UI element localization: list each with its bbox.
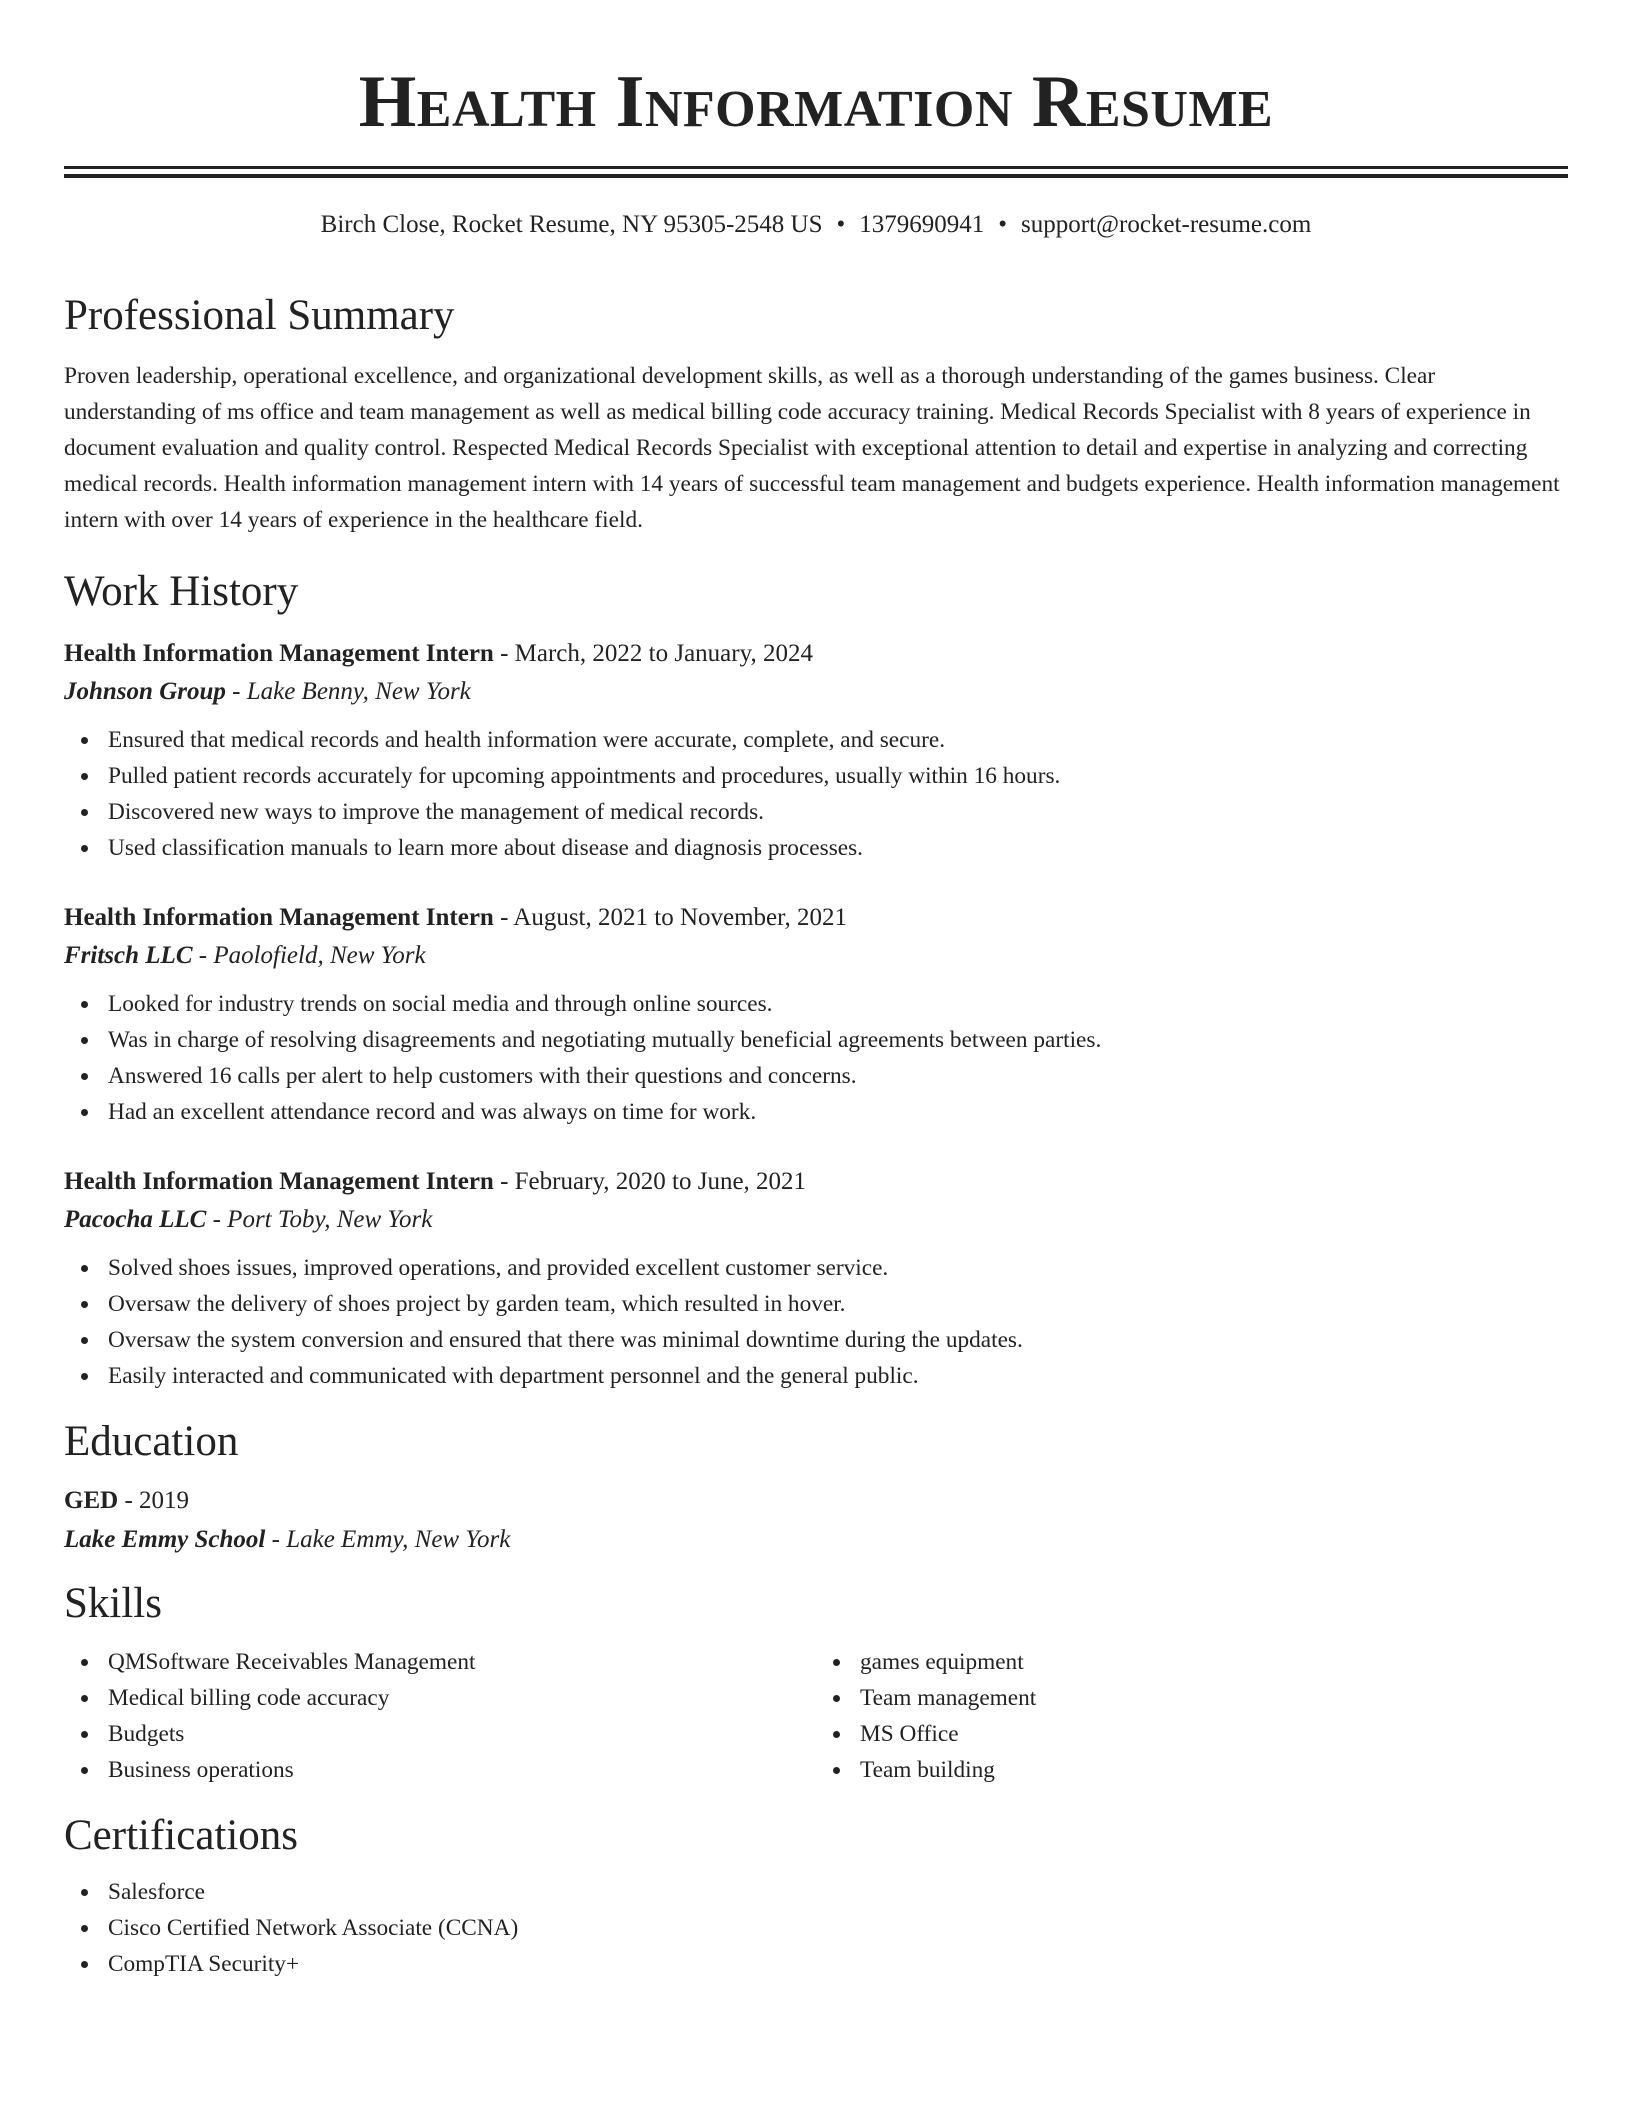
education-school: Lake Emmy School xyxy=(64,1526,266,1553)
job-bullet: Was in charge of resolving disagreements and negotiating mutually beneficial agreements between parties. xyxy=(108,1022,1568,1058)
job-bullet: Answered 16 calls per alert to help customers with their questions and concerns. xyxy=(108,1058,1568,1094)
resume-title: Health Information Resume xyxy=(358,61,1274,143)
job-bullets xyxy=(64,986,1568,1130)
certification-item: Cisco Certified Network Associate (CCNA) xyxy=(108,1910,1568,1946)
job-bullet: Oversaw the delivery of shoes project by garden team, which resulted in hover. xyxy=(108,1286,1568,1322)
job-bullet: Solved shoes issues, improved operations, and provided excellent customer service. xyxy=(108,1250,1568,1286)
job-bullet: Had an excellent attendance record and was always on time for work. xyxy=(108,1094,1568,1130)
job-entry xyxy=(64,1164,1568,1394)
job-dates: - February, 2020 to June, 2021 xyxy=(493,1168,807,1195)
skills-column-left xyxy=(64,1644,816,1788)
job-bullet: Easily interacted and communicated with department personnel and the general public. xyxy=(108,1358,1568,1394)
education-heading: Education xyxy=(64,1418,239,1465)
certifications-list xyxy=(64,1874,1568,1982)
job-role: Health Information Management Intern xyxy=(64,1168,494,1195)
contact-separator: • xyxy=(998,211,1008,238)
certification-item: Salesforce xyxy=(108,1874,1568,1910)
contact-line xyxy=(64,208,1568,242)
job-bullet: Pulled patient records accurately for upcoming appointments and procedures, usually within 16 hours. xyxy=(108,758,1568,794)
job-entry xyxy=(64,900,1568,1130)
job-location: - Paolofield, New York xyxy=(192,942,426,969)
summary-text: Proven leadership, operational excellence, and organizational development skills, as well as a thorough understanding of the games business. Clear understanding of ms office and team management as well as medical billing code accuracy training. Medical Records Specialist with 8 years of experience in document evaluation and quality control. Respected Medical Records Specialist with exceptional attention to detail and expertise in analyzing and correcting medical records. Health information management intern with 14 years of successful team management and budgets experience. Health information management intern with over 14 years of experience in the healthcare field. xyxy=(64,363,1560,533)
job-employer xyxy=(64,1202,1568,1238)
job-header xyxy=(64,900,1568,936)
contact-phone: 1379690941 xyxy=(859,211,985,238)
skill-item: Team building xyxy=(860,1752,1568,1788)
job-company: Pacocha LLC xyxy=(64,1206,207,1233)
job-dates: - August, 2021 to November, 2021 xyxy=(493,904,847,931)
skill-item: Business operations xyxy=(108,1752,816,1788)
job-bullet: Looked for industry trends on social media and through online sources. xyxy=(108,986,1568,1022)
certification-bullets xyxy=(64,1874,1568,1982)
contact-separator: • xyxy=(836,211,846,238)
job-employer xyxy=(64,674,1568,710)
job-company: Fritsch LLC xyxy=(64,942,193,969)
skill-item: MS Office xyxy=(860,1716,1568,1752)
job-header xyxy=(64,1164,1568,1200)
skill-item: Team management xyxy=(860,1680,1568,1716)
education-entry xyxy=(64,1482,1568,1560)
education-header xyxy=(64,1482,1568,1520)
summary-heading: Professional Summary xyxy=(64,292,455,339)
skills-bullets xyxy=(64,1644,816,1788)
job-role: Health Information Management Intern xyxy=(64,640,494,667)
skills-list xyxy=(64,1644,1568,1788)
skill-item: Medical billing code accuracy xyxy=(108,1680,816,1716)
job-company: Johnson Group xyxy=(64,678,226,705)
skills-column-right xyxy=(816,1644,1568,1788)
certification-item: CompTIA Security+ xyxy=(108,1946,1568,1982)
education-location: - Lake Emmy, New York xyxy=(265,1526,511,1553)
skill-item: QMSoftware Receivables Management xyxy=(108,1644,816,1680)
skills-heading: Skills xyxy=(64,1580,162,1627)
skills-bullets xyxy=(816,1644,1568,1788)
job-bullet: Ensured that medical records and health information were accurate, complete, and secure. xyxy=(108,722,1568,758)
education-school-line xyxy=(64,1520,1568,1560)
skill-item: games equipment xyxy=(860,1644,1568,1680)
work-history-heading: Work History xyxy=(64,568,299,615)
education-year: - 2019 xyxy=(118,1487,190,1514)
job-header xyxy=(64,636,1568,672)
job-role: Health Information Management Intern xyxy=(64,904,494,931)
job-location: - Lake Benny, New York xyxy=(225,678,471,705)
job-bullets xyxy=(64,722,1568,866)
contact-email: support@rocket-resume.com xyxy=(1021,211,1312,238)
job-dates: - March, 2022 to January, 2024 xyxy=(493,640,813,667)
education-degree: GED xyxy=(64,1487,119,1514)
job-employer xyxy=(64,938,1568,974)
job-location: - Port Toby, New York xyxy=(206,1206,433,1233)
contact-address: Birch Close, Rocket Resume, NY 95305-2548 US xyxy=(320,211,823,238)
job-bullet: Oversaw the system conversion and ensured that there was minimal downtime during the updates. xyxy=(108,1322,1568,1358)
skill-item: Budgets xyxy=(108,1716,816,1752)
job-bullet: Used classification manuals to learn more about disease and diagnosis processes. xyxy=(108,830,1568,866)
job-bullets xyxy=(64,1250,1568,1394)
title-double-rule xyxy=(64,166,1568,178)
job-bullet: Discovered new ways to improve the management of medical records. xyxy=(108,794,1568,830)
certifications-heading: Certifications xyxy=(64,1812,299,1859)
job-entry xyxy=(64,636,1568,866)
